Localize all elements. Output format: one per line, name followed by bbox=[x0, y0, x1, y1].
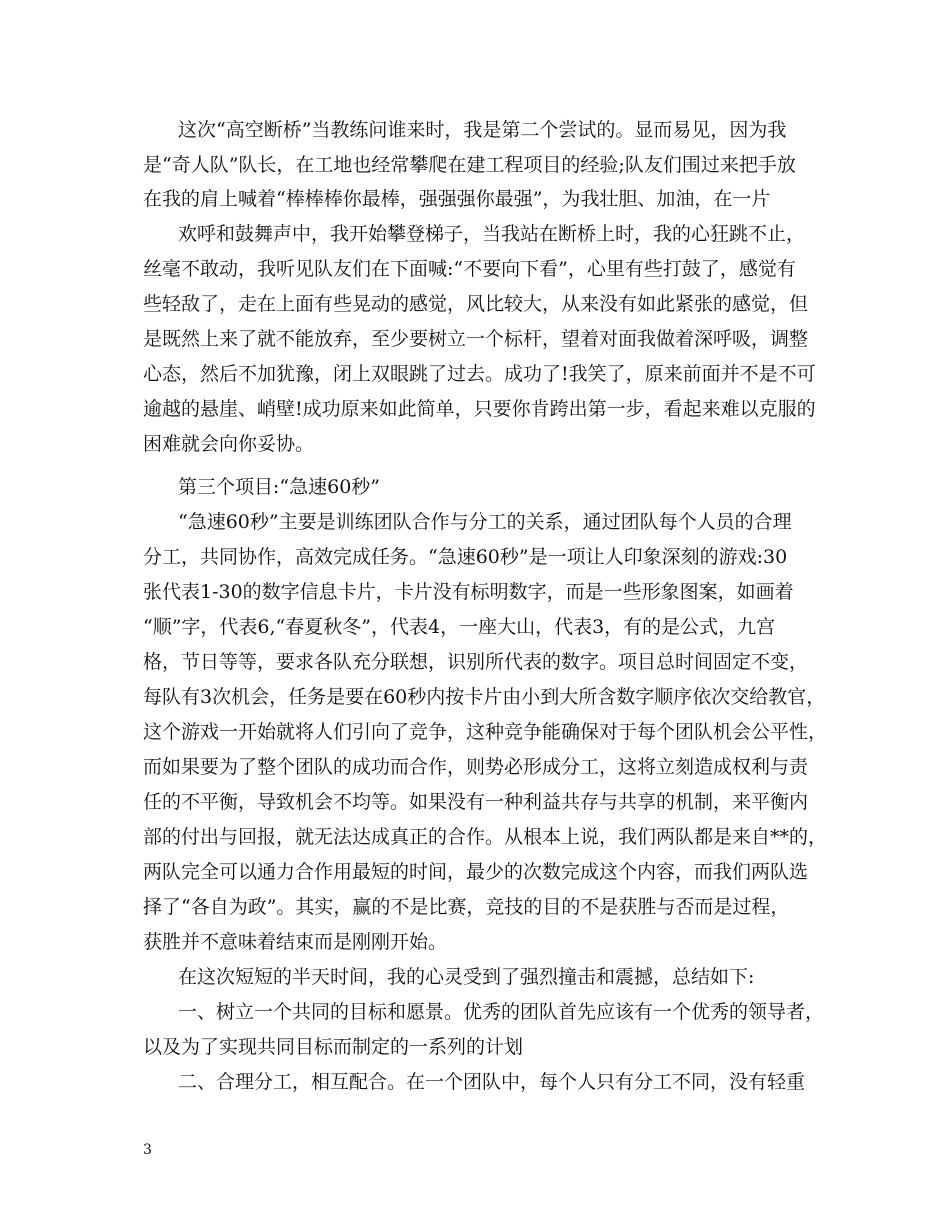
text-line: 这个游戏一开始就将人们引向了竞争，这种竞争能确保对于每个团队机会公平性， bbox=[143, 721, 828, 743]
text-line: 在这次短短的半天时间，我的心灵受到了强烈撞击和震撼，总结如下: bbox=[178, 966, 755, 988]
text-line: 这次“高空断桥”当教练问谁来时，我是第二个尝试的。显而易见，因为我 bbox=[178, 119, 787, 141]
text-line: 以及为了实现共同目标而制定的一系列的计划 bbox=[143, 1036, 524, 1058]
text-line: 张代表1-30的数字信息卡片，卡片没有标明数字，而是一些形象图案，如画着 bbox=[143, 581, 794, 603]
text-line: 些轻敌了，走在上面有些晃动的感觉，风比较大，从来没有如此紧张的感觉，但 bbox=[143, 293, 809, 315]
text-line: 逾越的悬崖、峭壁!成功原来如此简单，只要你肯跨出第一步，看起来难以克服的 bbox=[143, 398, 816, 420]
text-line: 是“奇人队”队长，在工地也经常攀爬在建工程项目的经验;队友们围过来把手放 bbox=[143, 154, 796, 176]
text-line: “急速60秒”主要是训练团队合作与分工的关系，通过团队每个人员的合理 bbox=[178, 511, 792, 533]
section-heading: 第三个项目:“急速60秒” bbox=[178, 476, 381, 498]
text-line: 每队有3次机会，任务是要在60秒内按卡片由小到大所含数字顺序依次交给教官， bbox=[143, 686, 826, 708]
text-line: 二、合理分工，相互配合。在一个团队中，每个人只有分工不同，没有轻重 bbox=[178, 1071, 806, 1093]
text-line: “顺”字，代表6,“春夏秋冬”，代表4，一座大山，代表3，有的是公式，九宫 bbox=[143, 616, 776, 638]
text-line: 在我的肩上喊着“棒棒棒你最棒，强强强你最强”，为我壮胆、加油，在一片 bbox=[143, 188, 771, 210]
text-line: 部的付出与回报，就无法达成真正的合作。从根本上说，我们两队都是来自**的， bbox=[143, 826, 828, 848]
text-line: 欢呼和鼓舞声中，我开始攀登梯子，当我站在断桥上时，我的心狂跳不止， bbox=[178, 223, 806, 245]
text-line: 一、树立一个共同的目标和愿景。优秀的团队首先应该有一个优秀的领导者， bbox=[178, 1001, 825, 1023]
text-line: 是既然上来了就不能放弃，至少要树立一个标杆，望着对面我做着深呼吸，调整 bbox=[143, 328, 809, 350]
text-line: 而如果要为了整个团队的成功而合作，则势必形成分工，这将立刻造成权利与责 bbox=[143, 756, 809, 778]
text-line: 任的不平衡，导致机会不均等。如果没有一种利益共存与共享的机制，来平衡内 bbox=[143, 791, 809, 813]
text-line: 丝毫不敢动，我听见队友们在下面喊:“不要向下看”，心里有些打鼓了，感觉有 bbox=[143, 258, 796, 280]
text-line: 择了“各自为政”。其实，赢的不是比赛，竞技的目的不是获胜与否而是过程， bbox=[143, 896, 790, 918]
text-line: 分工，共同协作，高效完成任务。“急速60秒”是一项让人印象深刻的游戏:30 bbox=[143, 546, 788, 568]
text-line: 获胜并不意味着结束而是刚刚开始。 bbox=[143, 931, 448, 953]
text-line: 格，节日等等，要求各队充分联想，识别所代表的数字。项目总时间固定不变， bbox=[143, 651, 809, 673]
text-line: 心态，然后不加犹豫，闭上双眼跳了过去。成功了!我笑了，原来前面并不是不可 bbox=[143, 363, 816, 385]
text-line: 两队完全可以通力合作用最短的时间，最少的次数完成这个内容，而我们两队选 bbox=[143, 861, 809, 883]
text-line: 困难就会向你妥协。 bbox=[143, 433, 315, 455]
page-number: 3 bbox=[143, 1142, 152, 1158]
